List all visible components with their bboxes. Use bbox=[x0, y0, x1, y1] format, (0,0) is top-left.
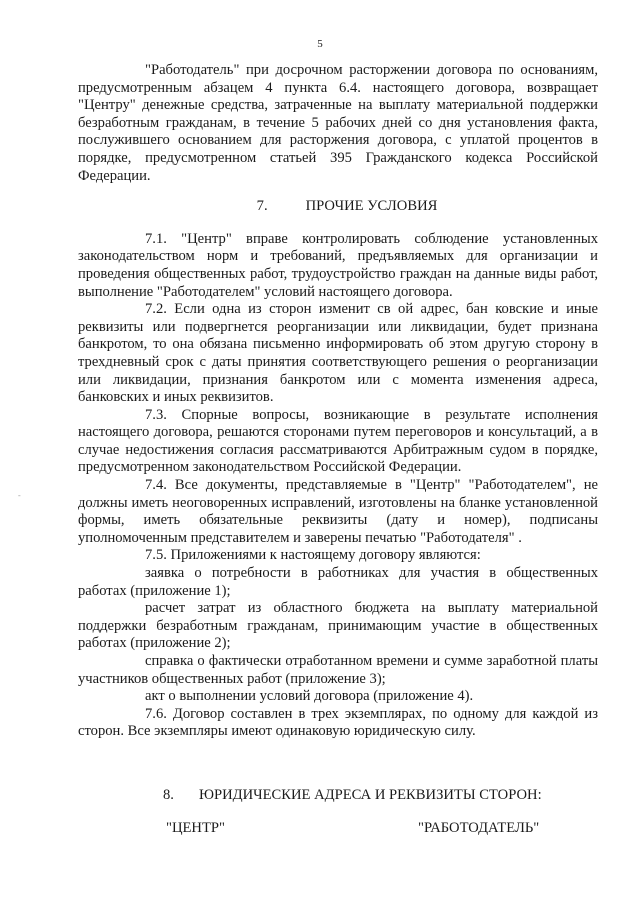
margin-mark: - bbox=[18, 491, 21, 500]
clause-7-3: 7.3. Спорные вопросы, возникающие в результате исполнения настоящего договора, решаются сторонами путем переговоров и консультаций, а в случае недостижения согласия рассматриваются Арбитражным судом в порядке, предусмотренном законодательством Российской Федерации. bbox=[78, 406, 598, 476]
intro-paragraph: "Работодатель" при досрочном расторжении договора по основаниям, предусмотренным абзацем 4 пункта 6.4. настоящего договора, возвращает "Центру" денежные средства, затраченные на выплату материальной поддержки безработным гражданам, в течение 5 рабочих дней со дня установления факта, послужившего основанием для расторжения договора, с уплатой процентов в порядке, предусмотренном статьей 395 Гражданского кодекса Российской Федерации. bbox=[78, 62, 598, 184]
clause-7-1: 7.1. "Центр" вправе контролировать соблюдение установленных законодательством норм и требований, предъявляемых для организации и проведения общественных работ, трудоустройство граждан на данные виды работ, выполнение "Работодателем" условий настоящего договора. bbox=[78, 230, 598, 300]
appendix-item-4: акт о выполнении условий договора (приложение 4). bbox=[145, 688, 474, 705]
section-7-number: 7. bbox=[256, 198, 268, 215]
party-employer: "РАБОТОДАТЕЛЬ" bbox=[418, 820, 540, 836]
clause-7-6: 7.6. Договор составлен в трех экземплярах, по одному для каждой из сторон. Все экземпляры имеют одинаковую юридическую силу. bbox=[78, 705, 598, 740]
party-center: "ЦЕНТР" bbox=[166, 820, 225, 836]
section-7-heading bbox=[78, 198, 598, 216]
section-8-number: 8. bbox=[163, 787, 174, 803]
parties-row bbox=[166, 820, 586, 837]
document-body bbox=[78, 62, 598, 741]
section-8-title: ЮРИДИЧЕСКИЕ АДРЕСА И РЕКВИЗИТЫ СТОРОН: bbox=[199, 787, 542, 803]
clause-7-5: 7.5. Приложениями к настоящему договору являются: bbox=[145, 547, 481, 564]
clause-7-4: 7.4. Все документы, представляемые в "Центр" "Работодателем", не должны иметь неоговоренных исправлений, изготовлены на бланке установленной формы, иметь обязательные реквизиты (дату и номер), подписаны уполномоченным представителем и заверены печатью "Работодателя" . bbox=[78, 477, 598, 546]
clause-7-2: 7.2. Если одна из сторон изменит св ой адрес, бан ковские и иные реквизиты или подвергнется реорганизации или ликвидации, будет признана банкротом, то она обязана письменно информировать об этом другую сторону в трехдневный срок с даты принятия соответствующего решения о реорганизации или ликвидации, признания банкротом или с момента изменения адреса, банковских и иных реквизитов. bbox=[78, 301, 598, 406]
appendix-item-3: справка о фактически отработанном времени и сумме заработной платы участников общественных работ (приложение 3); bbox=[78, 653, 598, 687]
appendix-item-2: расчет затрат из областного бюджета на выплату материальной поддержки безработным гражданам, принимающим участие в общественных работах (приложение 2); bbox=[78, 600, 598, 652]
section-8-heading bbox=[163, 787, 542, 804]
section-7-title: ПРОЧИЕ УСЛОВИЯ bbox=[305, 198, 438, 215]
appendix-item-1: заявка о потребности в работниках для участия в общественных работах (приложение 1); bbox=[78, 565, 598, 599]
page-number: 5 bbox=[317, 38, 323, 50]
